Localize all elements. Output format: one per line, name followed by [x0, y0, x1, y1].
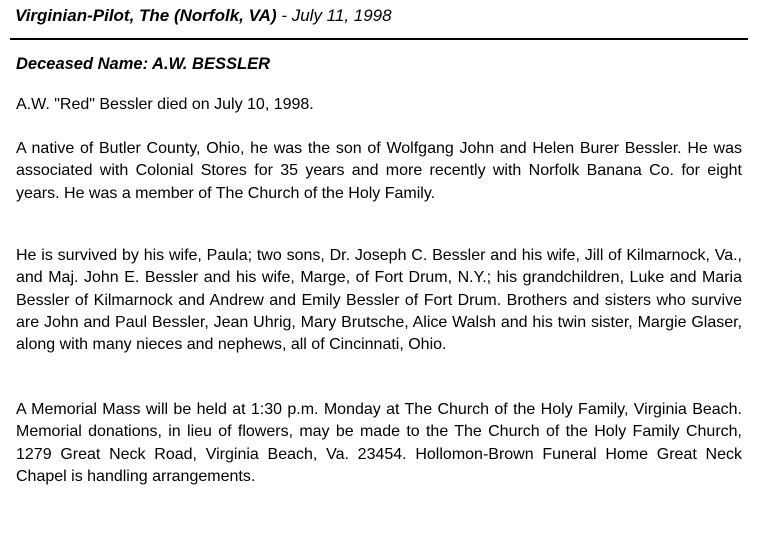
obituary-paragraph-survivors: He is survived by his wife, Paula; two sons, Dr. Joseph C. Bessler and his wife, Jill of Kilmarnock, Va., and Maj. John E. Bessler and his wife, Marge, of Fort Drum, N.Y.; his grandchildren, Luke and Maria Bessler of Kilmarnock and Andrew and Emily Bessler of Fort Drum. Brothers and sisters who survive are John and Paul Bessler, Jean Uhrig, Mary Brutsche, Alice Walsh and his twin sister, Margie Glaser, along with many nieces and nephews, all of Cincinnati, Ohio.: [16, 247, 742, 354]
header-separator: -: [276, 6, 292, 25]
obituary-paragraph-biography: A native of Butler County, Ohio, he was the son of Wolfgang John and Helen Burer Bessler. He was associated with Colonial Stores for 35 years and more recently with Norfolk Banana Co. for eight years. He was a member of The Church of the Holy Family.: [16, 140, 742, 202]
publication-source: Virginian-Pilot, The (Norfolk, VA): [15, 6, 277, 25]
publication-date: July 11, 1998: [291, 6, 392, 25]
publication-header: [15, 6, 392, 26]
deceased-name: Deceased Name: A.W. BESSLER: [16, 55, 270, 73]
obituary-paragraph-death: A.W. "Red" Bessler died on July 10, 1998.: [16, 96, 314, 113]
obituary-paragraph-services: A Memorial Mass will be held at 1:30 p.m. Monday at The Church of the Holy Family, Virginia Beach. Memorial donations, in lieu of flowers, may be made to the The Church of the Holy Family Church, 1279 Great Neck Road, Virginia Beach, Va. 23454. Hollomon-Brown Funeral Home Great Neck Chapel is handling arrangements.: [16, 401, 742, 485]
header-divider: [10, 38, 748, 40]
